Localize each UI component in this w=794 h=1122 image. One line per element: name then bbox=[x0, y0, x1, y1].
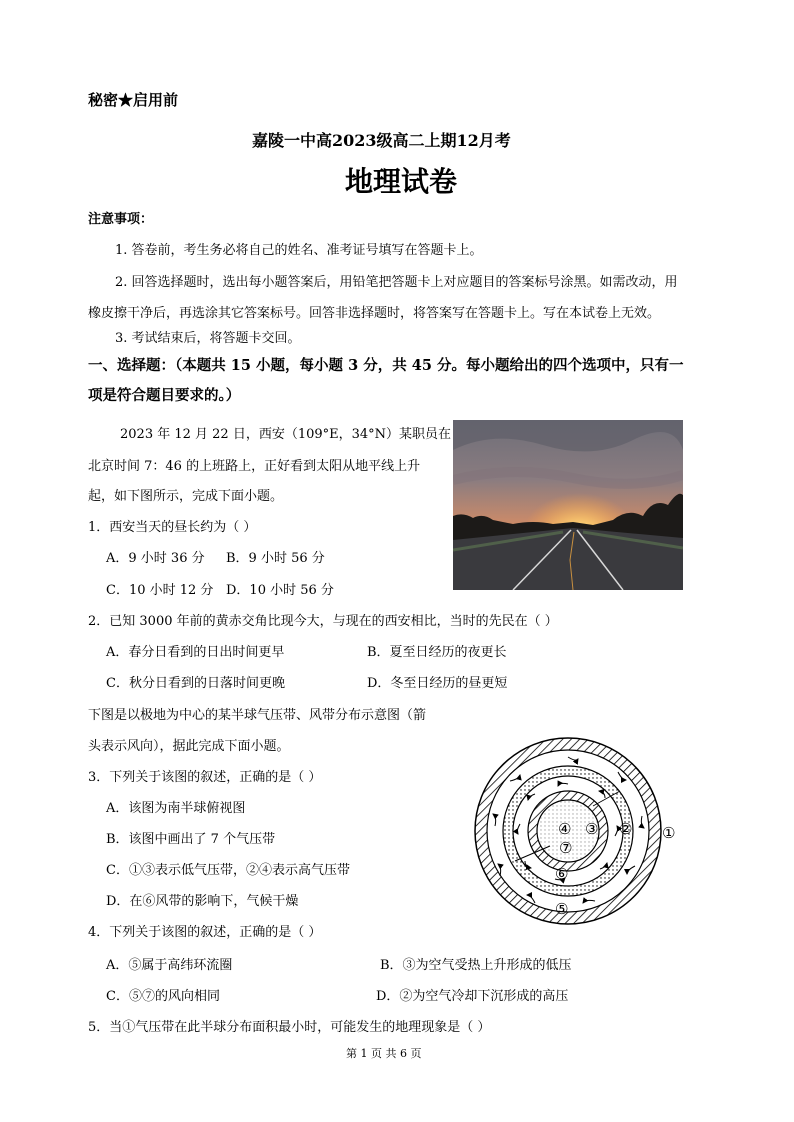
question-4-stem: 4．下列关于该图的叙述，正确的是（ ） bbox=[88, 925, 322, 940]
question-2-option-c: C．秋分日看到的日落时间更晚 bbox=[106, 676, 285, 691]
question-3-option-d: D．在⑥风带的影响下，气候干燥 bbox=[106, 894, 299, 909]
passage-2-line-2: 头表示风向），据此完成下面小题。 bbox=[88, 739, 290, 754]
notes-item-3: 3. 考试结束后，将答题卡交回。 bbox=[115, 331, 301, 346]
question-5-stem: 5．当①气压带在此半球分布面积最小时，可能发生的地理现象是（ ） bbox=[88, 1020, 491, 1035]
question-4-option-b: B．③为空气受热上升形成的低压 bbox=[380, 958, 572, 973]
label-6: ⑥ bbox=[555, 865, 569, 883]
confidential-mark: 秘密★启用前 bbox=[88, 91, 179, 109]
passage-1-line-2: 北京时间 7：46 的上班路上，正好看到太阳从地平线上升 bbox=[88, 459, 421, 474]
page-number: 第 1 页 共 6 页 bbox=[346, 1047, 422, 1060]
pressure-wind-belt-diagram bbox=[455, 736, 681, 926]
label-2: ② bbox=[619, 820, 633, 838]
notes-item-2-line-2: 橡皮擦干净后，再选涂其它答案标号。回答非选择题时，将答案写在答题卡上。写在本试卷上无效。 bbox=[88, 306, 661, 321]
question-1-option-b: B．9 小时 56 分 bbox=[226, 551, 325, 566]
question-1-option-c: C．10 小时 12 分 bbox=[106, 583, 214, 598]
section-heading-line-2: 项是符合题目要求的。） bbox=[88, 387, 241, 404]
label-4: ④ bbox=[558, 820, 572, 838]
question-2-stem: 2．已知 3000 年前的黄赤交角比现今大，与现在的西安相比，当时的先民在（ ） bbox=[88, 614, 558, 629]
question-2-option-a: A．春分日看到的日出时间更早 bbox=[106, 645, 285, 660]
passage-1-line-3: 起，如下图所示，完成下面小题。 bbox=[88, 489, 284, 504]
notes-item-2-line-1: 2. 回答选择题时，选出每小题答案后，用铅笔把答题卡上对应题目的答案标号涂黑。如需改动，用 bbox=[115, 275, 678, 290]
question-2-option-d: D．冬至日经历的昼更短 bbox=[367, 676, 508, 691]
sunrise-road-photo bbox=[453, 420, 683, 590]
question-3-option-a: A．该图为南半球俯视图 bbox=[106, 801, 246, 816]
notes-item-1: 1. 答卷前，考生务必将自己的姓名、准考证号填写在答题卡上。 bbox=[115, 243, 483, 258]
subject-title: 地理试卷 bbox=[345, 165, 458, 198]
question-4-option-c: C．⑤⑦的风向相同 bbox=[106, 989, 220, 1004]
section-heading-line-1: 一、选择题：（本题共 15 小题，每小题 3 分，共 45 分。每小题给出的四个选项中，只有一 bbox=[88, 357, 684, 374]
question-1-option-a: A．9 小时 36 分 bbox=[106, 551, 205, 566]
notes-heading: 注意事项： bbox=[88, 212, 154, 227]
question-1-option-d: D．10 小时 56 分 bbox=[226, 583, 334, 598]
label-7: ⑦ bbox=[559, 839, 573, 857]
exam-title: 嘉陵一中高2023级高二上期12月考 bbox=[252, 131, 511, 150]
label-1: ① bbox=[662, 824, 676, 842]
label-5: ⑤ bbox=[555, 900, 569, 918]
question-4-option-d: D．②为空气冷却下沉形成的高压 bbox=[376, 989, 569, 1004]
question-3-option-c: C．①③表示低气压带，②④表示高气压带 bbox=[106, 863, 350, 878]
question-3-stem: 3．下列关于该图的叙述，正确的是（ ） bbox=[88, 770, 322, 785]
label-3: ③ bbox=[585, 820, 599, 838]
passage-2-line-1: 下图是以极地为中心的某半球气压带、风带分布示意图（箭 bbox=[88, 708, 427, 723]
question-3-option-b: B．该图中画出了 7 个气压带 bbox=[106, 832, 276, 847]
question-4-option-a: A．⑤属于高纬环流圈 bbox=[106, 958, 233, 973]
question-2-option-b: B．夏至日经历的夜更长 bbox=[367, 645, 507, 660]
passage-1-line-1: 2023 年 12 月 22 日，西安（109°E，34°N）某职员在 bbox=[120, 427, 452, 442]
question-1-stem: 1．西安当天的昼长约为（ ） bbox=[88, 520, 257, 535]
